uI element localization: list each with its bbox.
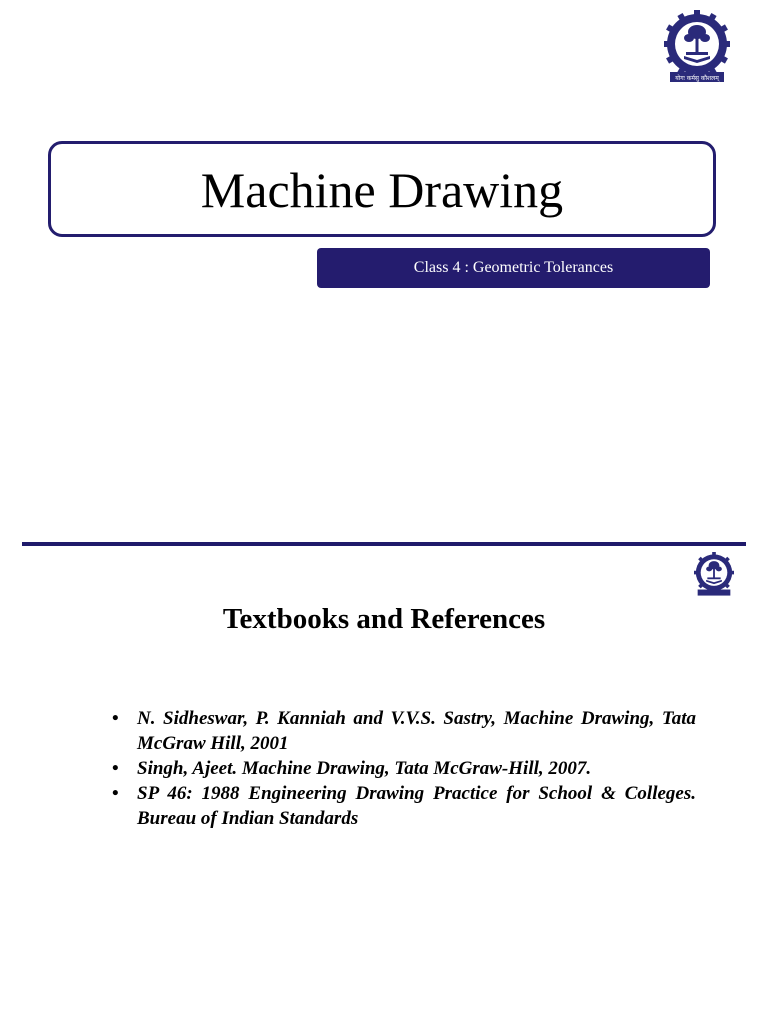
reference-text: N. Sidheswar, P. Kanniah and V.V.S. Sastry, Machine Drawing, Tata McGraw Hill, 2001 (137, 708, 696, 754)
bullet-icon: • (112, 758, 119, 779)
slide-subtitle: Class 4 : Geometric Tolerances (413, 259, 614, 276)
institute-emblem-icon (664, 10, 730, 86)
references-slide (0, 548, 768, 1024)
bullet-icon: • (112, 708, 119, 729)
references-heading: Textbooks and References (222, 603, 546, 635)
bullet-icon: • (112, 783, 119, 804)
reference-text: Singh, Ajeet. Machine Drawing, Tata McGraw-Hill, 2007. (137, 758, 592, 779)
subtitle-banner (317, 248, 710, 288)
reference-text: SP 46: 1988 Engineering Drawing Practice for School & Colleges. Bureau of Indian Standards (137, 783, 696, 829)
reference-list (112, 706, 696, 831)
svg-text:योगः कर्मसु कौशलम्: योगः कर्मसु कौशलम् (675, 75, 719, 82)
title-box (48, 141, 716, 237)
list-item (112, 781, 696, 831)
slide-title: Machine Drawing (200, 162, 564, 218)
slide-divider (22, 542, 746, 546)
list-item (112, 756, 696, 781)
institute-emblem-icon (694, 552, 734, 598)
list-item (112, 706, 696, 756)
